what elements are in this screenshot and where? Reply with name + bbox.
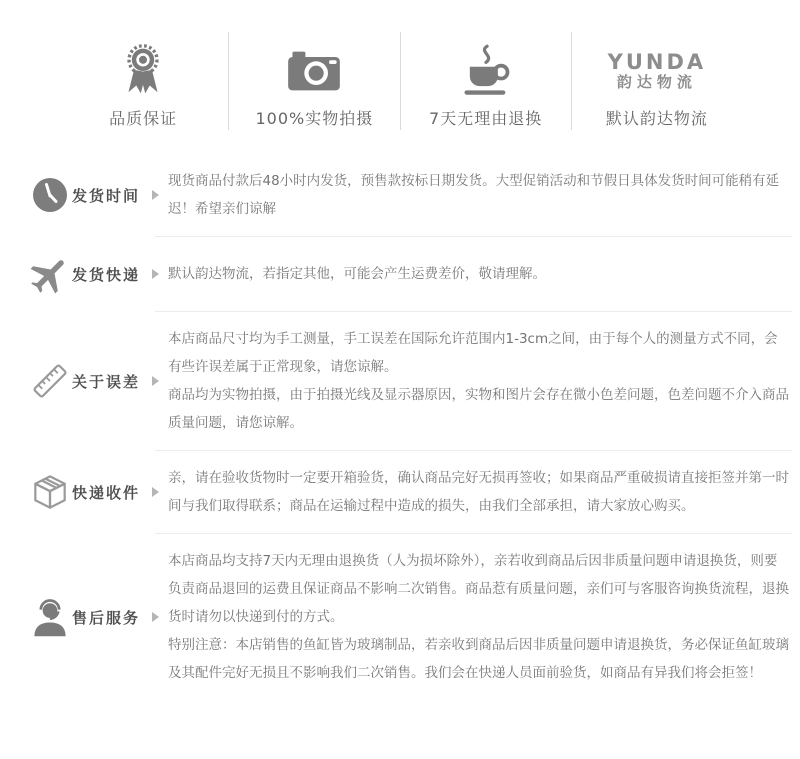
section-title: 发货快递 — [72, 265, 141, 284]
triangle-arrow-icon — [152, 376, 159, 386]
triangle-arrow-icon — [152, 190, 159, 200]
service-sections — [0, 154, 800, 700]
section-title: 快递收件 — [72, 483, 141, 502]
triangle-arrow-icon — [152, 269, 159, 279]
paragraph: 商品均为实物拍摄，由于拍摄光线及显示器原因，实物和图片会存在微小色差问题，色差问题不介入商品质量问题，请您谅解。 — [168, 387, 789, 431]
section-shipping-time-text — [168, 167, 800, 223]
paragraph: 亲，请在验收货物时一定要开箱验货，确认商品完好无损再签收；如果商品严重破损请直接拒签并第一时间与我们取得联系；商品在运输过程中造成的损失，由我们全部承担，请大家放心购买。 — [168, 470, 789, 514]
section-after-sales-text — [168, 547, 800, 687]
section-shipping-time — [0, 154, 800, 236]
badge-quality — [58, 32, 229, 130]
yunda-logo-chinese: 韵达物流 — [616, 73, 697, 91]
section-about-tolerance — [0, 312, 800, 450]
badge-real-photos-label: 100%实物拍摄 — [255, 109, 374, 128]
yunda-logo-latin: YUNDA — [607, 50, 707, 74]
airplane-icon — [28, 250, 72, 298]
section-shipping-courier-header — [0, 250, 168, 298]
section-courier-receiving-text — [168, 464, 800, 520]
camera-icon — [286, 40, 342, 102]
badge-yunda-label: 默认韵达物流 — [605, 109, 708, 128]
ruler-icon — [28, 357, 72, 405]
badge-yunda-logistics — [572, 32, 742, 130]
section-shipping-courier-text — [168, 260, 800, 288]
section-shipping-time-header — [0, 171, 168, 219]
package-box-icon — [28, 468, 72, 516]
badge-quality-label: 品质保证 — [109, 109, 178, 128]
section-title: 发货时间 — [72, 186, 141, 205]
paragraph: 本店商品尺寸均为手工测量，手工误差在国际允许范围内1-3cm之间，由于每个人的测量方式不同，会有些许误差属于正常现象，请您谅解。 — [168, 331, 778, 375]
section-title: 售后服务 — [72, 608, 141, 627]
badge-7day-return — [401, 32, 572, 130]
paragraph: 本店商品均支持7天内无理由退换货（人为损坏除外），亲若收到商品后因非质量问题申请退换货，则要负责商品退回的运费且保证商品不影响二次销售。商品惹有质量问题，亲们可与客服咨询换货流程，退换货时请勿以快递到付的方式。 — [168, 553, 789, 625]
section-courier-receiving — [0, 451, 800, 533]
award-ribbon-icon — [116, 40, 170, 102]
triangle-arrow-icon — [152, 487, 159, 497]
paragraph: 特别注意：本店销售的鱼缸皆为玻璃制品，若亲收到商品后因非质量问题申请退换货，务必保证鱼缸玻璃及其配件完好无损且不影响我们二次销售。我们会在快递人员面前验货，如商品有异我们将会拒签！ — [168, 637, 789, 681]
triangle-arrow-icon — [152, 612, 159, 622]
guarantee-badges-row — [58, 32, 742, 130]
paragraph: 默认韵达物流，若指定其他，可能会产生运费差价，敬请理解。 — [168, 266, 546, 282]
paragraph: 现货商品付款后48小时内发货，预售款按标日期发货。大型促销活动和节假日具体发货时间可能稍有延迟！希望亲们谅解 — [168, 173, 780, 217]
clock-icon — [28, 171, 72, 219]
section-after-sales — [0, 534, 800, 700]
section-shipping-courier — [0, 237, 800, 311]
badge-real-photos — [229, 32, 400, 130]
section-about-tolerance-text — [168, 325, 800, 437]
badge-7day-return-label: 7天无理由退换 — [429, 109, 543, 128]
section-title: 关于误差 — [72, 372, 141, 391]
coffee-cup-icon — [460, 40, 512, 102]
section-courier-receiving-header — [0, 468, 168, 516]
section-after-sales-header — [0, 593, 168, 641]
customer-service-icon — [28, 593, 72, 641]
section-about-tolerance-header — [0, 357, 168, 405]
yunda-logo — [608, 40, 707, 102]
